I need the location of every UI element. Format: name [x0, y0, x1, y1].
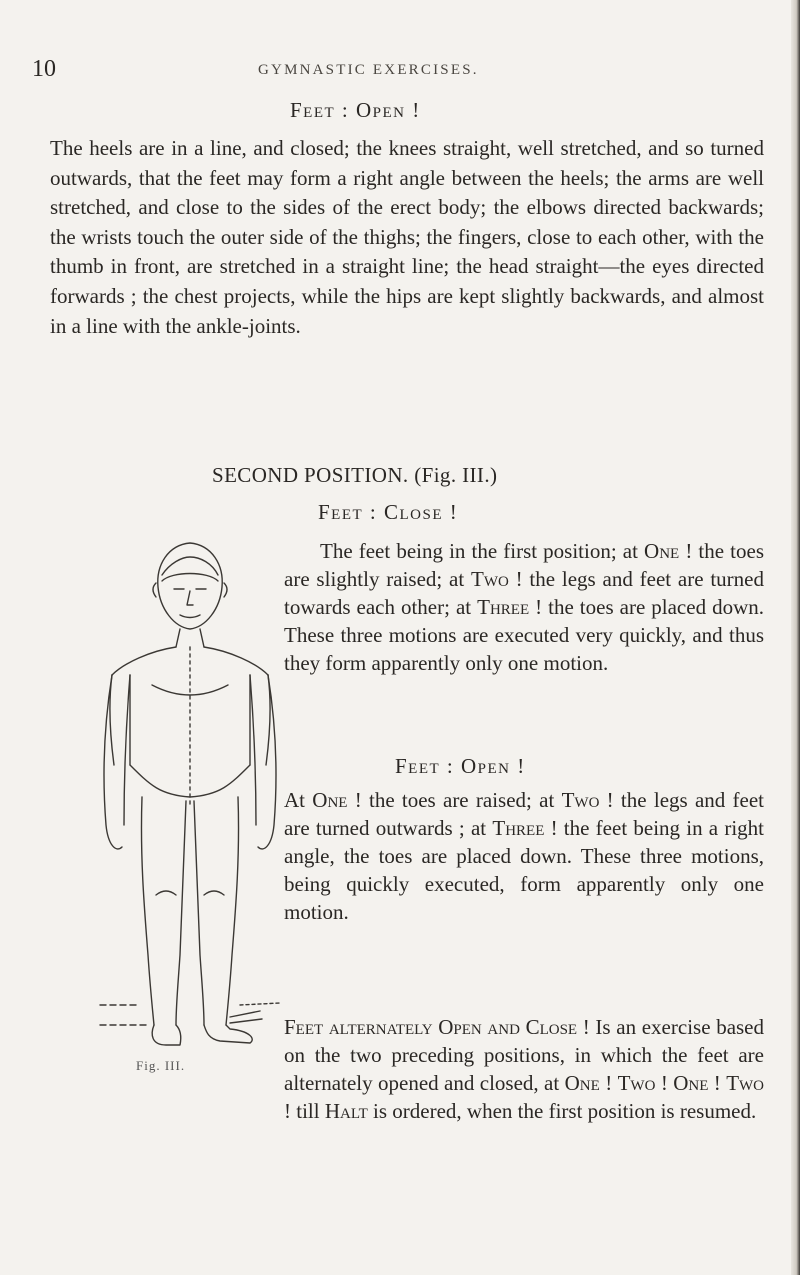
section-title-second-position: SECOND POSITION. (Fig. III.) — [212, 463, 498, 487]
page-number: 10 — [32, 56, 56, 82]
figure-caption: Fig. III. — [136, 1058, 186, 1073]
running-head: GYMNASTIC EXERCISES. — [258, 62, 479, 78]
figure-torso — [110, 629, 270, 807]
page-edge — [791, 0, 800, 1275]
subheading-feet-close: Feet : Close ! — [318, 500, 459, 524]
feet-alternately-heading: Feet alternately Open and Close ! — [284, 1015, 590, 1039]
feet-open-paragraph: At One ! the toes are raised; at Two ! the legs and feet are turned outwards ; at Three ! the feet being in a right angle, the toes are placed down. These three motions, being quickly executed, form apparently only one motion. — [284, 788, 765, 924]
figure-feet — [100, 1003, 280, 1045]
figure-legs — [141, 797, 238, 1025]
subheading-feet-open: Feet : Open ! — [395, 754, 526, 778]
feet-alternately-paragraph: Feet alternately Open and Close ! Is an exercise based on the two preceding positions, in which the feet are alternately opened and closed, at One ! Two ! One ! Two ! till Halt is ordered, when the first position is resumed. — [284, 1015, 765, 1123]
feet-close-paragraph: The feet being in the first position; at One ! the toes are slightly raised; at Two ! the legs and feet are turned towards each other; at Three ! the toes are placed down. These three motions are executed very quickly, and thus they form apparently only one motion. — [284, 539, 764, 675]
figure-iii-illustration — [90, 535, 290, 1055]
figure-head — [153, 543, 227, 629]
section-heading-feet-open: Feet : Open ! — [290, 98, 421, 122]
first-position-paragraph: The heels are in a line, and closed; the knees straight, well stretched, and so turned outwards, that the feet may form a right angle between the heels; the arms are well stretched, and close to the sides of the erect body; the elbows directed backwards; the wrists touch the outer side of the thighs; the fingers, close to each other, with the thumb in front, are stretched in a straight line; the head straight—the eyes directed forwards ; the chest projects, while the hips are kept slightly backwards, and almost in a line with the ankle-joints. — [50, 136, 764, 338]
